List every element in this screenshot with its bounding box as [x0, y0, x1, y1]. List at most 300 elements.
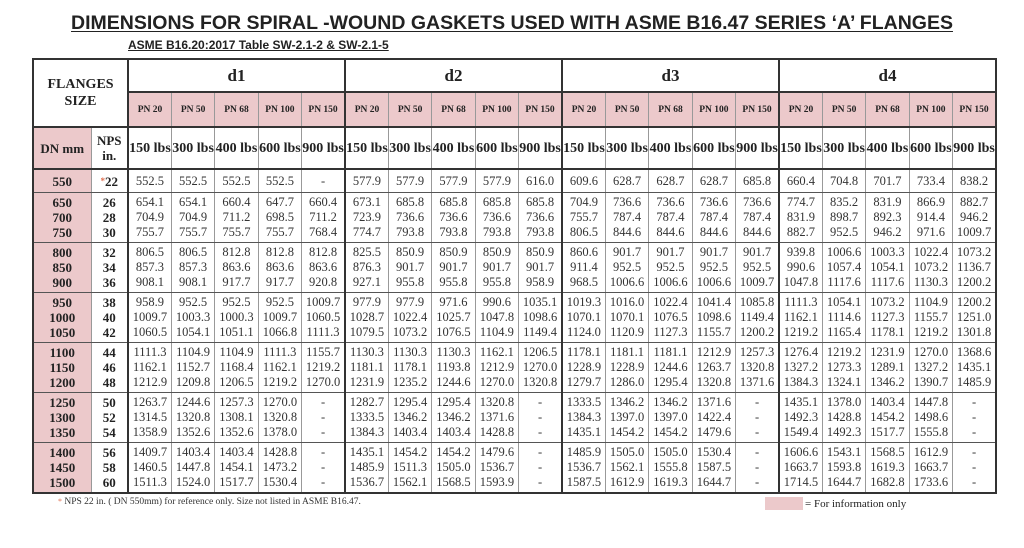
dimension-value: 552.5	[222, 173, 251, 188]
dimension-cell	[822, 293, 865, 343]
dimension-value: 1009.7	[305, 295, 341, 309]
dimension-cell	[171, 169, 214, 193]
pressure-class-header: 400 lbs	[215, 127, 258, 169]
dimension-value: 1235.2	[392, 375, 428, 389]
dimension-cell	[909, 169, 952, 193]
dimension-value: 787.4	[656, 210, 685, 224]
dimension-value: 806.5	[135, 245, 165, 259]
dimension-value: 1378.0	[262, 425, 298, 439]
pressure-class-header: 600 lbs	[475, 127, 518, 169]
dimension-value: 1181.1	[350, 360, 384, 374]
dimension-value: 1270.0	[913, 345, 949, 359]
dimension-cell	[736, 343, 779, 393]
pressure-class-header: 300 lbs	[171, 127, 214, 169]
dimension-value: -	[537, 475, 543, 489]
dimension-cell	[909, 393, 952, 443]
dimension-value: 946.2	[873, 225, 902, 239]
dimension-value: 787.4	[742, 210, 772, 224]
dimension-value: 914.4	[916, 210, 945, 224]
dimension-value: 736.6	[439, 210, 468, 224]
pn-rating-header: PN 150	[953, 92, 996, 127]
dimension-value: 863.6	[265, 260, 294, 274]
dimension-cell	[779, 293, 822, 343]
dimension-value: 1606.6	[783, 445, 819, 459]
dimension-value: 1111.3	[784, 295, 818, 309]
dimension-cell	[953, 393, 996, 443]
dimension-cell	[302, 393, 345, 443]
dimension-value: 1485.9	[956, 375, 992, 389]
dimension-value: 1162.1	[784, 310, 818, 324]
dimension-value: 1016.0	[609, 295, 645, 309]
nps-value	[92, 245, 128, 260]
dimension-value: 1006.6	[826, 245, 862, 259]
dimension-cell	[128, 169, 171, 193]
dimension-cell	[302, 243, 345, 293]
dimension-cell	[649, 193, 692, 243]
dimension-value: 1346.2	[653, 395, 688, 409]
dimension-cell	[953, 169, 996, 193]
dimension-value: 1384.3	[783, 375, 819, 389]
dimension-value: 774.7	[352, 225, 382, 239]
pressure-class-header: 400 lbs	[866, 127, 909, 169]
dimension-cell	[215, 443, 258, 494]
dimension-value: 1422.4	[696, 410, 732, 424]
dimension-cell	[519, 293, 562, 343]
dimension-cell	[258, 343, 301, 393]
nps-number: 44	[102, 345, 116, 360]
dimension-value: 628.7	[613, 173, 642, 188]
dimension-value: 1162.1	[479, 345, 514, 359]
dimension-cell	[605, 193, 648, 243]
dimension-value: 1000.3	[219, 310, 254, 324]
dimension-value: 1200.2	[739, 325, 775, 339]
dn-cell	[33, 169, 91, 193]
dimension-cell	[388, 243, 431, 293]
dimension-value: 1073.2	[956, 245, 992, 259]
dimension-cell	[692, 393, 735, 443]
dimension-value: 768.4	[308, 225, 338, 239]
nps-value	[92, 210, 128, 225]
nps-cell	[91, 293, 128, 343]
dimension-cell	[519, 243, 562, 293]
dimension-cell	[171, 393, 214, 443]
dimension-value: 1460.5	[132, 460, 168, 474]
dimension-value: 1435.1	[566, 425, 602, 439]
dimension-cell	[736, 393, 779, 443]
dimension-value: 927.1	[352, 275, 382, 289]
dimension-value: 1593.8	[826, 460, 862, 474]
dimension-value: 1530.4	[262, 475, 298, 489]
dimension-cell	[128, 193, 171, 243]
dimension-value: 1352.6	[175, 425, 211, 439]
dimension-cell	[562, 393, 605, 443]
dimension-cell	[649, 293, 692, 343]
dimension-cell	[215, 169, 258, 193]
dimension-value: 1371.6	[479, 410, 515, 424]
dimension-value: 1136.7	[957, 260, 991, 274]
dimension-value: -	[537, 425, 543, 439]
nps-number: 26	[102, 195, 116, 210]
dimension-cell	[345, 293, 388, 343]
dimension-value: 1212.9	[132, 375, 168, 389]
dn-value: 950	[52, 295, 72, 310]
dimension-value: 1041.4	[696, 295, 732, 309]
pn-rating-header: PN 68	[649, 92, 692, 127]
dimension-cell	[866, 169, 909, 193]
dimension-cell	[562, 343, 605, 393]
dn-value: 900	[52, 275, 72, 290]
dimension-cell	[519, 393, 562, 443]
dimension-value: 723.9	[352, 210, 382, 224]
dimension-value: 660.4	[222, 195, 251, 209]
dimension-value: 831.9	[786, 210, 816, 224]
dimension-cell	[605, 393, 648, 443]
dimension-value: 1505.0	[609, 445, 645, 459]
dimension-value: 1251.0	[956, 310, 992, 324]
dimension-value: 654.1	[179, 195, 208, 209]
dimension-cell	[171, 443, 214, 494]
dimension-value: 1104.9	[479, 325, 514, 339]
dimension-value: 952.5	[742, 260, 772, 274]
dimension-value: 1346.2	[609, 395, 645, 409]
dimension-value: 616.0	[525, 173, 555, 188]
pn-rating-header: PN 100	[258, 92, 301, 127]
dimension-cell	[866, 343, 909, 393]
dimension-cell	[128, 293, 171, 343]
dimension-value: 1117.6	[870, 275, 905, 289]
dimension-value: 1435.1	[783, 395, 819, 409]
dimension-value: 1454.2	[436, 445, 471, 459]
dimension-value: 1295.4	[392, 395, 428, 409]
dimension-value: 1070.1	[609, 310, 645, 324]
dimension-value: 844.6	[656, 225, 685, 239]
document-subtitle: ASME B16.20:2017 Table SW-2.1-2 & SW-2.1-5	[128, 38, 389, 52]
dimension-value: 1228.9	[566, 360, 602, 374]
dn-value: 700	[52, 210, 72, 225]
dimension-cell	[432, 243, 475, 293]
dimension-value: 755.7	[569, 210, 599, 224]
dimension-value: 1428.8	[262, 445, 298, 459]
dimension-value: 955.8	[396, 275, 425, 289]
dimension-value: 1378.0	[826, 395, 862, 409]
size-group-row	[33, 443, 996, 494]
dimension-value: 1070.1	[566, 310, 602, 324]
dimension-cell	[692, 193, 735, 243]
dimension-value: 920.8	[308, 275, 338, 289]
dimension-value: 1076.5	[436, 325, 471, 339]
dimension-cell	[736, 293, 779, 343]
dn-value: 1500	[49, 475, 76, 490]
pressure-class-header: 400 lbs	[432, 127, 475, 169]
dimension-value: 1009.7	[262, 310, 298, 324]
dimension-cell	[736, 169, 779, 193]
dimension-value: 1130.3	[350, 345, 384, 359]
dimension-value: 698.5	[265, 210, 294, 224]
nps-cell	[91, 343, 128, 393]
nps-value	[92, 310, 128, 325]
size-group-row	[33, 193, 996, 243]
dimension-value: 1733.6	[913, 475, 949, 489]
dimension-value: 1619.3	[653, 475, 688, 489]
dimension-value: 1403.4	[392, 425, 428, 439]
dimension-cell	[649, 393, 692, 443]
dimension-value: 831.9	[873, 195, 902, 209]
dimension-value: 1562.1	[609, 460, 645, 474]
dimension-value: 1009.7	[956, 225, 992, 239]
dimension-value: 1498.6	[913, 410, 949, 424]
dimension-value: 1593.9	[479, 475, 515, 489]
dimension-value: 876.3	[352, 260, 382, 274]
dimension-cell	[258, 293, 301, 343]
dn-cell	[33, 243, 91, 293]
dimension-value: 673.1	[352, 195, 382, 209]
dimension-cell	[475, 169, 518, 193]
nps-number: 42	[102, 325, 116, 340]
nps-cell	[91, 169, 128, 193]
class-row	[33, 127, 996, 169]
group-header-d2: d2	[345, 59, 562, 92]
dimension-value: 882.7	[786, 225, 816, 239]
nps-value	[92, 395, 128, 410]
dimension-value: 1060.5	[132, 325, 168, 339]
dimension-value: 952.5	[265, 295, 294, 309]
dimension-value: 1270.0	[305, 375, 341, 389]
dimension-value: 1127.3	[653, 325, 688, 339]
dimension-cell	[432, 393, 475, 443]
dimension-cell	[519, 193, 562, 243]
dimension-value: 1193.8	[436, 360, 471, 374]
dimension-value: 1054.1	[826, 295, 862, 309]
nps-cell	[91, 243, 128, 293]
dimension-value: 1181.1	[653, 345, 688, 359]
dimension-value: 1390.7	[913, 375, 949, 389]
dn-value: 800	[52, 245, 72, 260]
dimension-value: 1152.7	[176, 360, 211, 374]
dimension-value: 1022.4	[653, 295, 688, 309]
pn-rating-header: PN 68	[432, 92, 475, 127]
dn-cell	[33, 193, 91, 243]
dimension-value: 1295.4	[436, 395, 471, 409]
dimension-value: -	[320, 173, 326, 188]
dimension-cell	[649, 443, 692, 494]
dimension-value: 1219.2	[913, 325, 949, 339]
dimension-value: 1054.1	[870, 260, 905, 274]
dimension-cell	[909, 243, 952, 293]
dimension-cell	[345, 343, 388, 393]
dimension-value: 685.8	[742, 173, 772, 188]
dimension-cell	[302, 443, 345, 494]
pressure-class-header: 400 lbs	[649, 127, 692, 169]
dimension-value: 654.1	[135, 195, 165, 209]
dimension-value: 1568.5	[436, 475, 471, 489]
dimension-cell	[432, 169, 475, 193]
dimension-value: 552.5	[135, 173, 165, 188]
dimension-value: 1428.8	[826, 410, 862, 424]
dimension-value: 1536.7	[479, 460, 515, 474]
pressure-class-header: 300 lbs	[388, 127, 431, 169]
nps-cell	[91, 393, 128, 443]
size-group-row	[33, 343, 996, 393]
header-group-row	[33, 59, 996, 92]
dimension-value: 1003.3	[870, 245, 905, 259]
nps-number: 58	[102, 460, 116, 475]
pn-rating-header: PN 20	[345, 92, 388, 127]
group-header-d1: d1	[128, 59, 345, 92]
dimension-cell	[822, 169, 865, 193]
dimension-cell	[736, 243, 779, 293]
dimension-cell	[605, 343, 648, 393]
dimension-value: 1155.7	[696, 325, 731, 339]
pn-rating-header: PN 150	[519, 92, 562, 127]
dimension-value: 793.8	[482, 225, 511, 239]
dimension-cell	[562, 293, 605, 343]
dimension-value: 901.7	[742, 245, 772, 259]
pressure-class-header: 300 lbs	[605, 127, 648, 169]
dn-value: 850	[52, 260, 72, 275]
dimension-value: 1327.2	[913, 360, 949, 374]
dimension-value: 901.7	[525, 260, 555, 274]
dimension-value: 1301.8	[956, 325, 992, 339]
dimension-value: 1019.3	[566, 295, 602, 309]
dimension-value: 1333.5	[349, 410, 385, 424]
dimension-cell	[736, 193, 779, 243]
dimension-value: -	[537, 395, 543, 409]
dimension-value: 939.8	[786, 245, 816, 259]
dimension-cell	[909, 443, 952, 494]
dimension-cell	[605, 169, 648, 193]
dimension-value: 787.4	[613, 210, 642, 224]
dimension-value: 892.3	[873, 210, 902, 224]
dimension-value: 577.9	[439, 173, 468, 188]
pressure-class-header: 900 lbs	[953, 127, 996, 169]
dimension-cell	[258, 393, 301, 443]
dimension-value: 901.7	[439, 260, 468, 274]
dimension-value: 1219.2	[826, 345, 862, 359]
dimension-value: 577.9	[396, 173, 425, 188]
dimension-value: 1371.6	[696, 395, 732, 409]
dimension-cell	[432, 443, 475, 494]
dimension-value: 1454.2	[653, 425, 688, 439]
dimension-cell	[388, 393, 431, 443]
nps-value	[92, 174, 128, 189]
dimension-value: 850.9	[439, 245, 468, 259]
dimension-value: 812.8	[308, 245, 338, 259]
dimension-value: 1549.4	[783, 425, 819, 439]
dimension-value: 1409.7	[132, 445, 168, 459]
dimension-value: 647.7	[265, 195, 294, 209]
dimension-cell	[953, 343, 996, 393]
nps-number: 60	[102, 475, 116, 490]
dimension-cell	[562, 243, 605, 293]
dimension-value: 755.7	[179, 225, 208, 239]
dimension-value: 1447.8	[913, 395, 949, 409]
dimension-value: 835.2	[830, 195, 859, 209]
dimension-value: -	[320, 395, 326, 409]
dimension-cell	[649, 169, 692, 193]
dimension-cell	[215, 293, 258, 343]
dimension-value: 1435.1	[956, 360, 992, 374]
dn-cell	[33, 343, 91, 393]
dn-value: 1300	[49, 410, 76, 425]
dimension-cell	[605, 293, 648, 343]
dimension-value: 1009.7	[739, 275, 775, 289]
dimension-value: 1257.3	[739, 345, 775, 359]
dimension-value: 755.7	[222, 225, 251, 239]
nps-number: 38	[102, 295, 116, 310]
dimension-cell	[388, 343, 431, 393]
dimension-value: 806.5	[179, 245, 208, 259]
nps-value	[92, 345, 128, 360]
dimension-cell	[909, 293, 952, 343]
dimension-value: 1209.8	[175, 375, 211, 389]
pressure-class-header: 600 lbs	[692, 127, 735, 169]
dimension-cell	[258, 443, 301, 494]
dimension-value: 1327.2	[783, 360, 819, 374]
dimension-value: 1403.4	[175, 445, 211, 459]
dimension-value: 577.9	[482, 173, 511, 188]
dimension-value: 1587.5	[696, 460, 732, 474]
dimension-value: -	[320, 425, 326, 439]
dimension-cell	[345, 193, 388, 243]
dimension-value: 1511.3	[133, 475, 167, 489]
dimension-value: 1022.4	[392, 310, 428, 324]
dimension-value: 1047.8	[783, 275, 819, 289]
dn-value: 1100	[49, 345, 75, 360]
nps-number: 54	[102, 425, 116, 440]
dimension-value: 1473.2	[262, 460, 298, 474]
dimension-value: 1104.9	[176, 345, 211, 359]
dimension-value: 1279.7	[566, 375, 602, 389]
dimension-value: 1568.5	[870, 445, 905, 459]
pressure-class-header: 150 lbs	[562, 127, 605, 169]
dimension-value: 711.2	[222, 210, 251, 224]
nps-number: 36	[102, 275, 116, 290]
dimension-value: 755.7	[265, 225, 294, 239]
dimension-value: 736.6	[525, 210, 555, 224]
dimension-cell	[692, 243, 735, 293]
pressure-class-header: 600 lbs	[909, 127, 952, 169]
dimension-cell	[475, 393, 518, 443]
dimension-value: 952.5	[830, 225, 859, 239]
dimension-value: -	[754, 475, 760, 489]
table-header	[33, 59, 996, 169]
dimension-value: 1178.1	[567, 345, 601, 359]
group-header-d3: d3	[562, 59, 779, 92]
dn-value: 650	[52, 195, 72, 210]
dimension-value: -	[754, 445, 760, 459]
dimension-value: 1333.5	[566, 395, 602, 409]
dimension-value: 736.6	[396, 210, 425, 224]
dimension-value: 1270.0	[479, 375, 515, 389]
dimension-value: 1047.8	[479, 310, 515, 324]
dimension-cell	[953, 243, 996, 293]
dimension-value: 736.6	[699, 195, 728, 209]
dimension-cell	[475, 443, 518, 494]
dimension-value: 1244.6	[175, 395, 211, 409]
dimension-value: 958.9	[525, 275, 555, 289]
dimension-cell	[779, 243, 822, 293]
dimension-value: 1263.7	[696, 360, 732, 374]
dimension-value: -	[537, 445, 543, 459]
dimension-cell	[258, 193, 301, 243]
dimension-value: 844.6	[699, 225, 728, 239]
dimension-value: 1206.5	[522, 345, 558, 359]
dimension-cell	[345, 443, 388, 494]
dimension-cell	[736, 443, 779, 494]
dimension-value: 1054.1	[175, 325, 211, 339]
dimension-value: 1276.4	[783, 345, 819, 359]
dimension-value: 711.2	[309, 210, 337, 224]
